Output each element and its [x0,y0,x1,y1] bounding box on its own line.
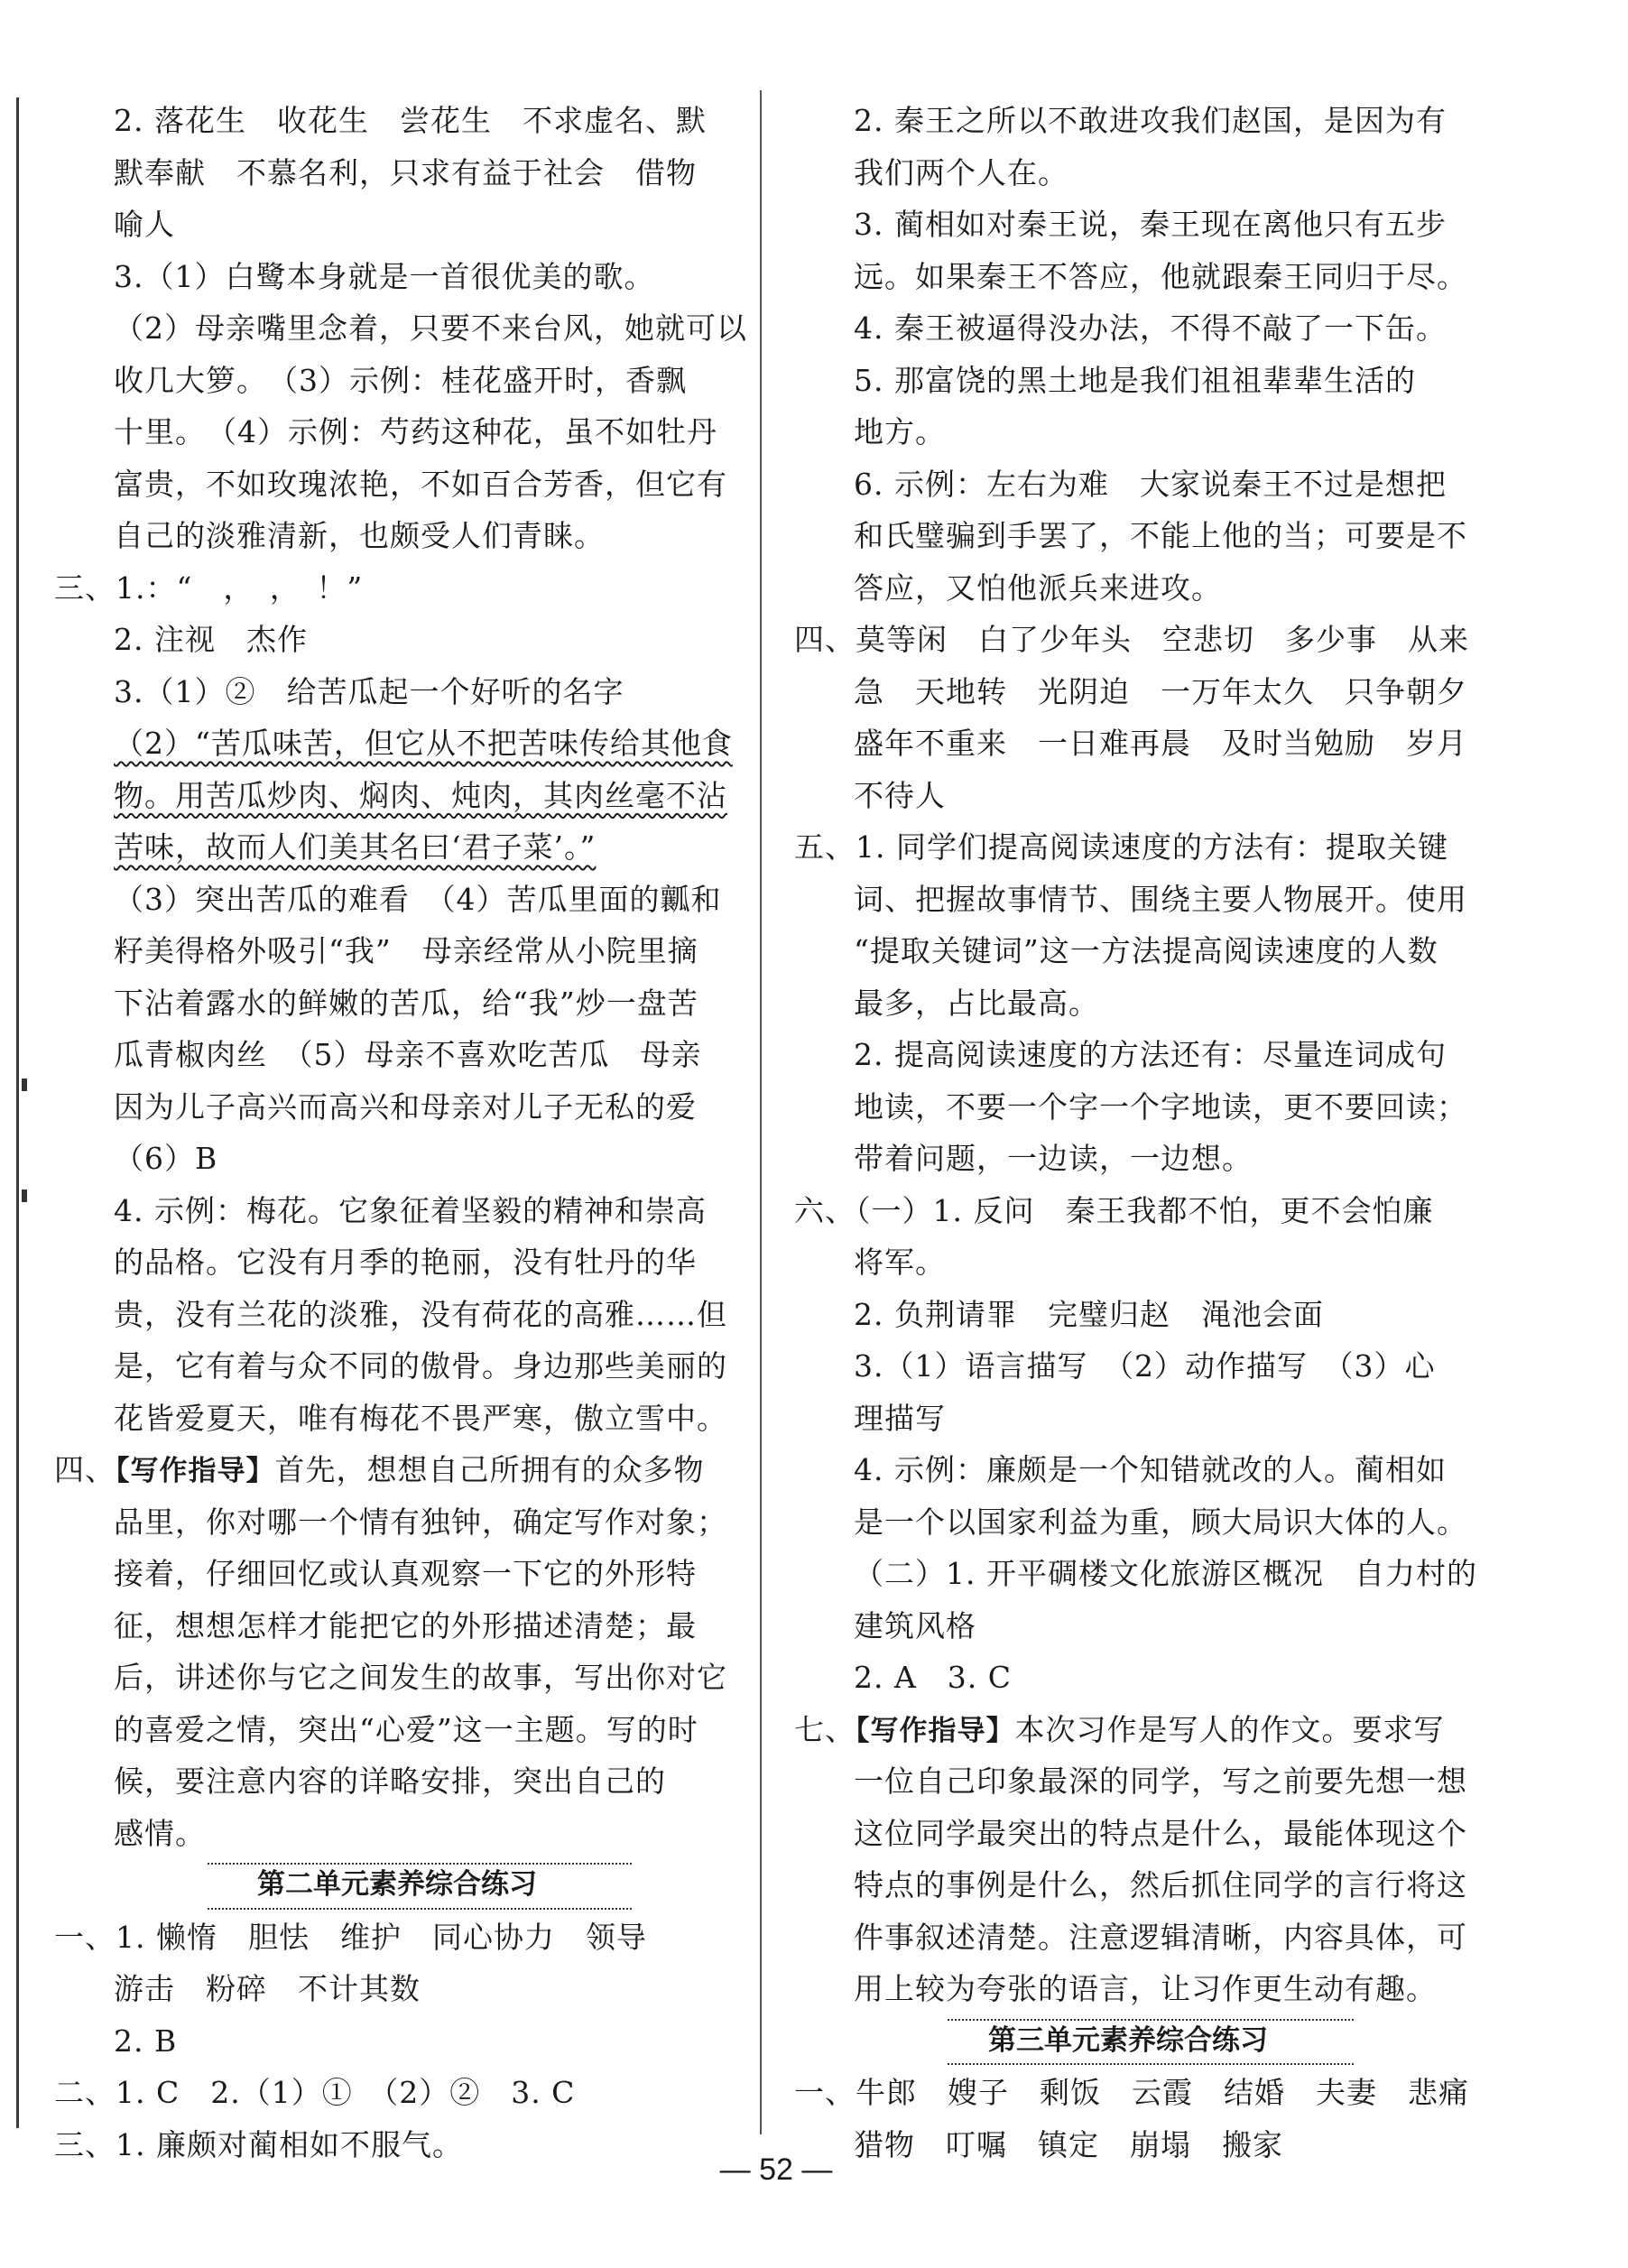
text-content: 3.（1）语言描写 （2）动作描写 （3）心 [854,1348,1436,1384]
text-line [794,1289,1462,1341]
text-line [54,1444,740,1496]
text-content: 猎物 叮嘱 镇定 崩塌 搬家 [854,2126,1283,2162]
text-line [794,1393,1462,1445]
text-content: 下沾着露水的鲜嫩的苦瓜，给“我”炒一盘苦 [114,985,698,1021]
text-line [54,302,747,355]
text-line [794,1340,1462,1393]
text-line [794,1444,1462,1496]
text-content: 词、把握故事情节、围绕主要人物展开。使用 [854,881,1467,917]
wavy-underlined-text: 物。用苦瓜炒肉、焖肉、炖肉，其肉丝毫不沾 [114,777,727,813]
text-line [794,977,1462,1030]
text-content: 三、1.：“ ， ， ！” [54,569,364,606]
text-line [54,199,740,251]
text-line [54,925,740,977]
text-line [54,977,740,1030]
text-content: 地读，不要一个字一个字地读，更不要回读； [854,1088,1467,1125]
text-line [54,1808,740,1860]
text-content: 接着，仔细回忆或认真观察一下它的外形特 [114,1556,697,1591]
item-number: 七、 [794,1711,856,1747]
text-content: 一、牛郎 嫂子 剩饭 云霞 结婚 夫妻 悲痛 [794,2075,1469,2110]
text-content: 喻人 [114,207,175,242]
text-line [794,1496,1467,1549]
margin-mark [22,1078,27,1091]
text-content: 3. 蔺相如对秦王说，秦王现在离他只有五步 [854,207,1447,242]
text-content: 一位自己印象最深的同学，写之前要先想一想 [854,1763,1467,1799]
section-title-text: 第三单元素养综合练习 [988,2023,1268,2057]
text-line [54,355,740,407]
text-line [794,1548,1477,1600]
text-line [54,1912,740,1964]
column-divider [760,90,762,2134]
text-content: 十里。 （4）示例：芍药这种花，虽不如牡丹 [114,414,717,449]
dotted-rule [208,1908,632,1910]
text-content: 4. 示例：梅花。它象征着坚毅的精神和崇高 [114,1192,707,1228]
text-content: 瓜青椒肉丝 （5）母亲不喜欢吃苦瓜 母亲 [114,1037,702,1072]
text-line [54,2015,740,2068]
section-title [794,2015,1462,2068]
text-content: 我们两个人在。 [854,154,1068,190]
text-line [54,251,740,303]
text-content: 六、（一）1. 反问 秦王我都不怕，更不会怕廉 [794,1192,1434,1228]
item-number: 四、 [54,1452,116,1487]
text-line [794,666,1467,718]
text-line [794,925,1462,977]
text-line [54,458,740,511]
text-line [794,1236,1462,1289]
writing-guide-label: 【写作指导】 [116,1455,275,1487]
dotted-rule [948,2019,1354,2021]
text-content: 4. 秦王被逼得没办法，不得不敲了一下缶。 [854,310,1447,346]
text-content: 默奉献 不慕名利，只求有益于社会 借物 [114,154,697,190]
text-content: 征，想想怎样才能把它的外形描述清楚；最 [114,1607,697,1643]
dotted-rule [948,2063,1354,2065]
text-content: 感情。 [114,1815,206,1851]
text-line [794,1755,1467,1808]
text-line [54,562,740,615]
text-line [794,717,1467,770]
text-content: 二、1. C 2.（1）① （2）② 3. C [54,2075,576,2110]
text-line [794,770,1462,822]
right-column [794,95,1477,2171]
text-line [54,1548,740,1600]
section-title [54,1859,740,1912]
text-content: 盛年不重来 一日难再晨 及时当勉励 岁月 [854,726,1467,761]
text-line [794,302,1462,355]
text-content: 籽美得格外吸引“我” 母亲经常从小院里摘 [114,933,698,968]
text-line [794,1133,1462,1185]
text-line [794,1081,1467,1134]
text-content: （二）1. 开平碉楼文化旅游区概况 自力村的 [854,1556,1477,1591]
text-line [794,458,1462,511]
text-content: 首先，想想自己所拥有的众多物 [274,1452,705,1487]
margin-mark [22,1190,27,1202]
text-content: 5. 那富饶的黑土地是我们祖祖辈辈生活的 [854,362,1416,398]
text-line [54,1081,740,1134]
section-title-text: 第二单元素养综合练习 [257,1868,537,1901]
text-line [794,821,1462,874]
text-line [794,199,1462,251]
text-line [54,1185,740,1237]
text-content: 带着问题，一边读，一边想。 [854,1141,1253,1176]
text-line [54,147,740,199]
text-content: 答应，又怕他派兵来进攻。 [854,569,1222,606]
text-content: 因为儿子高兴而高兴和母亲对儿子无私的爱 [114,1088,697,1125]
text-content: 2. 注视 杰作 [114,622,308,657]
text-content: 是，它有着与众不同的傲骨。身边那些美丽的 [114,1348,727,1384]
binding-line [16,97,19,2128]
text-line [54,1755,740,1808]
text-content: 3.（1）② 给苦瓜起一个好听的名字 [114,673,624,709]
text-content: 贵，没有兰花的淡雅，没有荷花的高雅……但 [114,1296,727,1332]
text-line [794,1029,1462,1081]
text-content: 富贵，不如玫瑰浓艳，不如百合芳香，但它有 [114,466,727,502]
text-line [794,355,1462,407]
text-content: 自己的淡雅清新，也颇受人们青睐。 [114,518,605,553]
text-content: 地方。 [854,414,946,449]
wavy-underlined-text: 苦味，故而人们美其名曰‘君子菜’。” [114,829,597,865]
text-line [54,1236,740,1289]
text-line [794,1808,1467,1860]
text-line [794,1912,1467,1964]
wavy-underlined-text: （2）“苦瓜味苦，但它从不把苦味传给其他食 [114,726,733,761]
text-line [54,1393,740,1445]
text-content: 6. 示例：左右为难 大家说秦王不过是想把 [854,466,1447,502]
text-line [54,406,740,458]
text-content: （3）突出苦瓜的难看 （4）苦瓜里面的瓤和 [114,881,722,917]
text-line [794,1704,1462,1756]
text-content: “提取关键词”这一方法提高阅读速度的人数 [854,933,1438,968]
text-line [54,666,740,718]
text-content: 一、1. 懒惰 胆怯 维护 同心协力 领导 [54,1919,647,1955]
text-content: 2. 负荆请罪 完璧归赵 渑池会面 [854,1296,1324,1332]
text-line [54,95,740,147]
text-content: 游击 粉碎 不计其数 [114,1971,421,2006]
text-line [54,2067,740,2119]
text-content: 建筑风格 [854,1607,976,1643]
text-line [794,1185,1462,1237]
text-line [794,1859,1467,1912]
text-content: （2）母亲嘴里念着，只要不来台风，她就可以 [114,310,747,346]
left-column [54,95,747,2171]
text-line [54,1340,740,1393]
text-line [794,874,1467,926]
text-content: 花皆爱夏天，唯有梅花不畏严寒，傲立雪中。 [114,1400,727,1436]
text-content: 2. 落花生 收花生 尝花生 不求虚名、默 [114,103,707,138]
text-content: 2. B [114,2023,178,2059]
text-line [54,874,740,926]
text-content: 急 天地转 光阴迫 一万年太久 只争朝夕 [854,673,1467,709]
text-content: 后，讲述你与它之间发生的故事，写出你对它 [114,1660,727,1695]
text-line [794,2067,1469,2119]
text-line [54,717,740,770]
text-content: 候，要注意内容的详略安排，突出自己的 [114,1763,666,1799]
text-line [54,510,740,562]
text-line [794,510,1467,562]
text-content: 收几大箩。 （3）示例：桂花盛开时，香飘 [114,362,687,398]
text-line [794,1652,1462,1704]
text-line [54,1496,740,1549]
text-content: 和氏璧骗到手罢了，不能上他的当；可要是不 [854,518,1467,553]
text-line [54,1133,740,1185]
text-content: 四、莫等闲 白了少年头 空悲切 多少事 从来 [794,622,1469,657]
dotted-rule [208,1863,632,1865]
text-content: 最多，占比最高。 [854,985,1099,1021]
text-content: 这位同学最突出的特点是什么，最能体现这个 [854,1815,1467,1851]
writing-guide-label: 【写作指导】 [856,1714,1015,1747]
text-content: 4. 示例：廉颇是一个知错就改的人。蔺相如 [854,1452,1447,1487]
text-content: 用上较为夸张的语言，让习作更生动有趣。 [854,1971,1437,2006]
text-content: 件事叙述清楚。注意逻辑清晰，内容具体，可 [854,1919,1467,1955]
text-content: 3.（1）白鹭本身就是一首很优美的歌。 [114,258,655,294]
text-content: 2. 提高阅读速度的方法还有：尽量连词成句 [854,1037,1447,1072]
text-content: 本次习作是写人的作文。要求写 [1014,1711,1445,1747]
text-content: 特点的事例是什么，然后抓住同学的言行将这 [854,1867,1467,1902]
text-line [54,1963,740,2015]
text-line [54,770,740,822]
text-line [54,1704,740,1756]
text-line [794,406,1462,458]
text-content: （6）B [114,1141,218,1176]
text-content: 理描写 [854,1400,946,1436]
text-content: 远。如果秦王不答应，他就跟秦王同归于尽。 [854,258,1467,294]
text-content: 2. A 3. C [854,1660,1013,1695]
text-line [794,251,1467,303]
text-line [54,1652,740,1704]
text-line [794,1600,1462,1652]
text-line [794,95,1462,147]
text-line [54,821,740,874]
text-line [794,614,1469,666]
text-content: 不待人 [854,777,946,813]
text-line [54,1029,740,1081]
text-line [794,1963,1462,2015]
text-line [794,562,1462,615]
text-content: 三、1. 廉颇对蔺相如不服气。 [54,2126,463,2162]
text-content: 品里，你对哪一个情有独钟，确定写作对象； [114,1504,727,1540]
text-content: 的喜爱之情，突出“心爱”这一主题。写的时 [114,1711,698,1747]
text-content: 五、1. 同学们提高阅读速度的方法有：提取关键 [794,829,1448,865]
text-content: 的品格。它没有月季的艳丽，没有牡丹的华 [114,1245,697,1280]
text-line [54,1289,740,1341]
text-content: 是一个以国家利益为重，顾大局识大体的人。 [854,1504,1467,1540]
text-line [794,147,1462,199]
text-line [54,1600,740,1652]
text-content: 2. 秦王之所以不敢进攻我们赵国，是因为有 [854,103,1447,138]
page-number: — 52 — [719,2152,833,2187]
text-content: 将军。 [854,1245,946,1280]
text-line [54,614,740,666]
